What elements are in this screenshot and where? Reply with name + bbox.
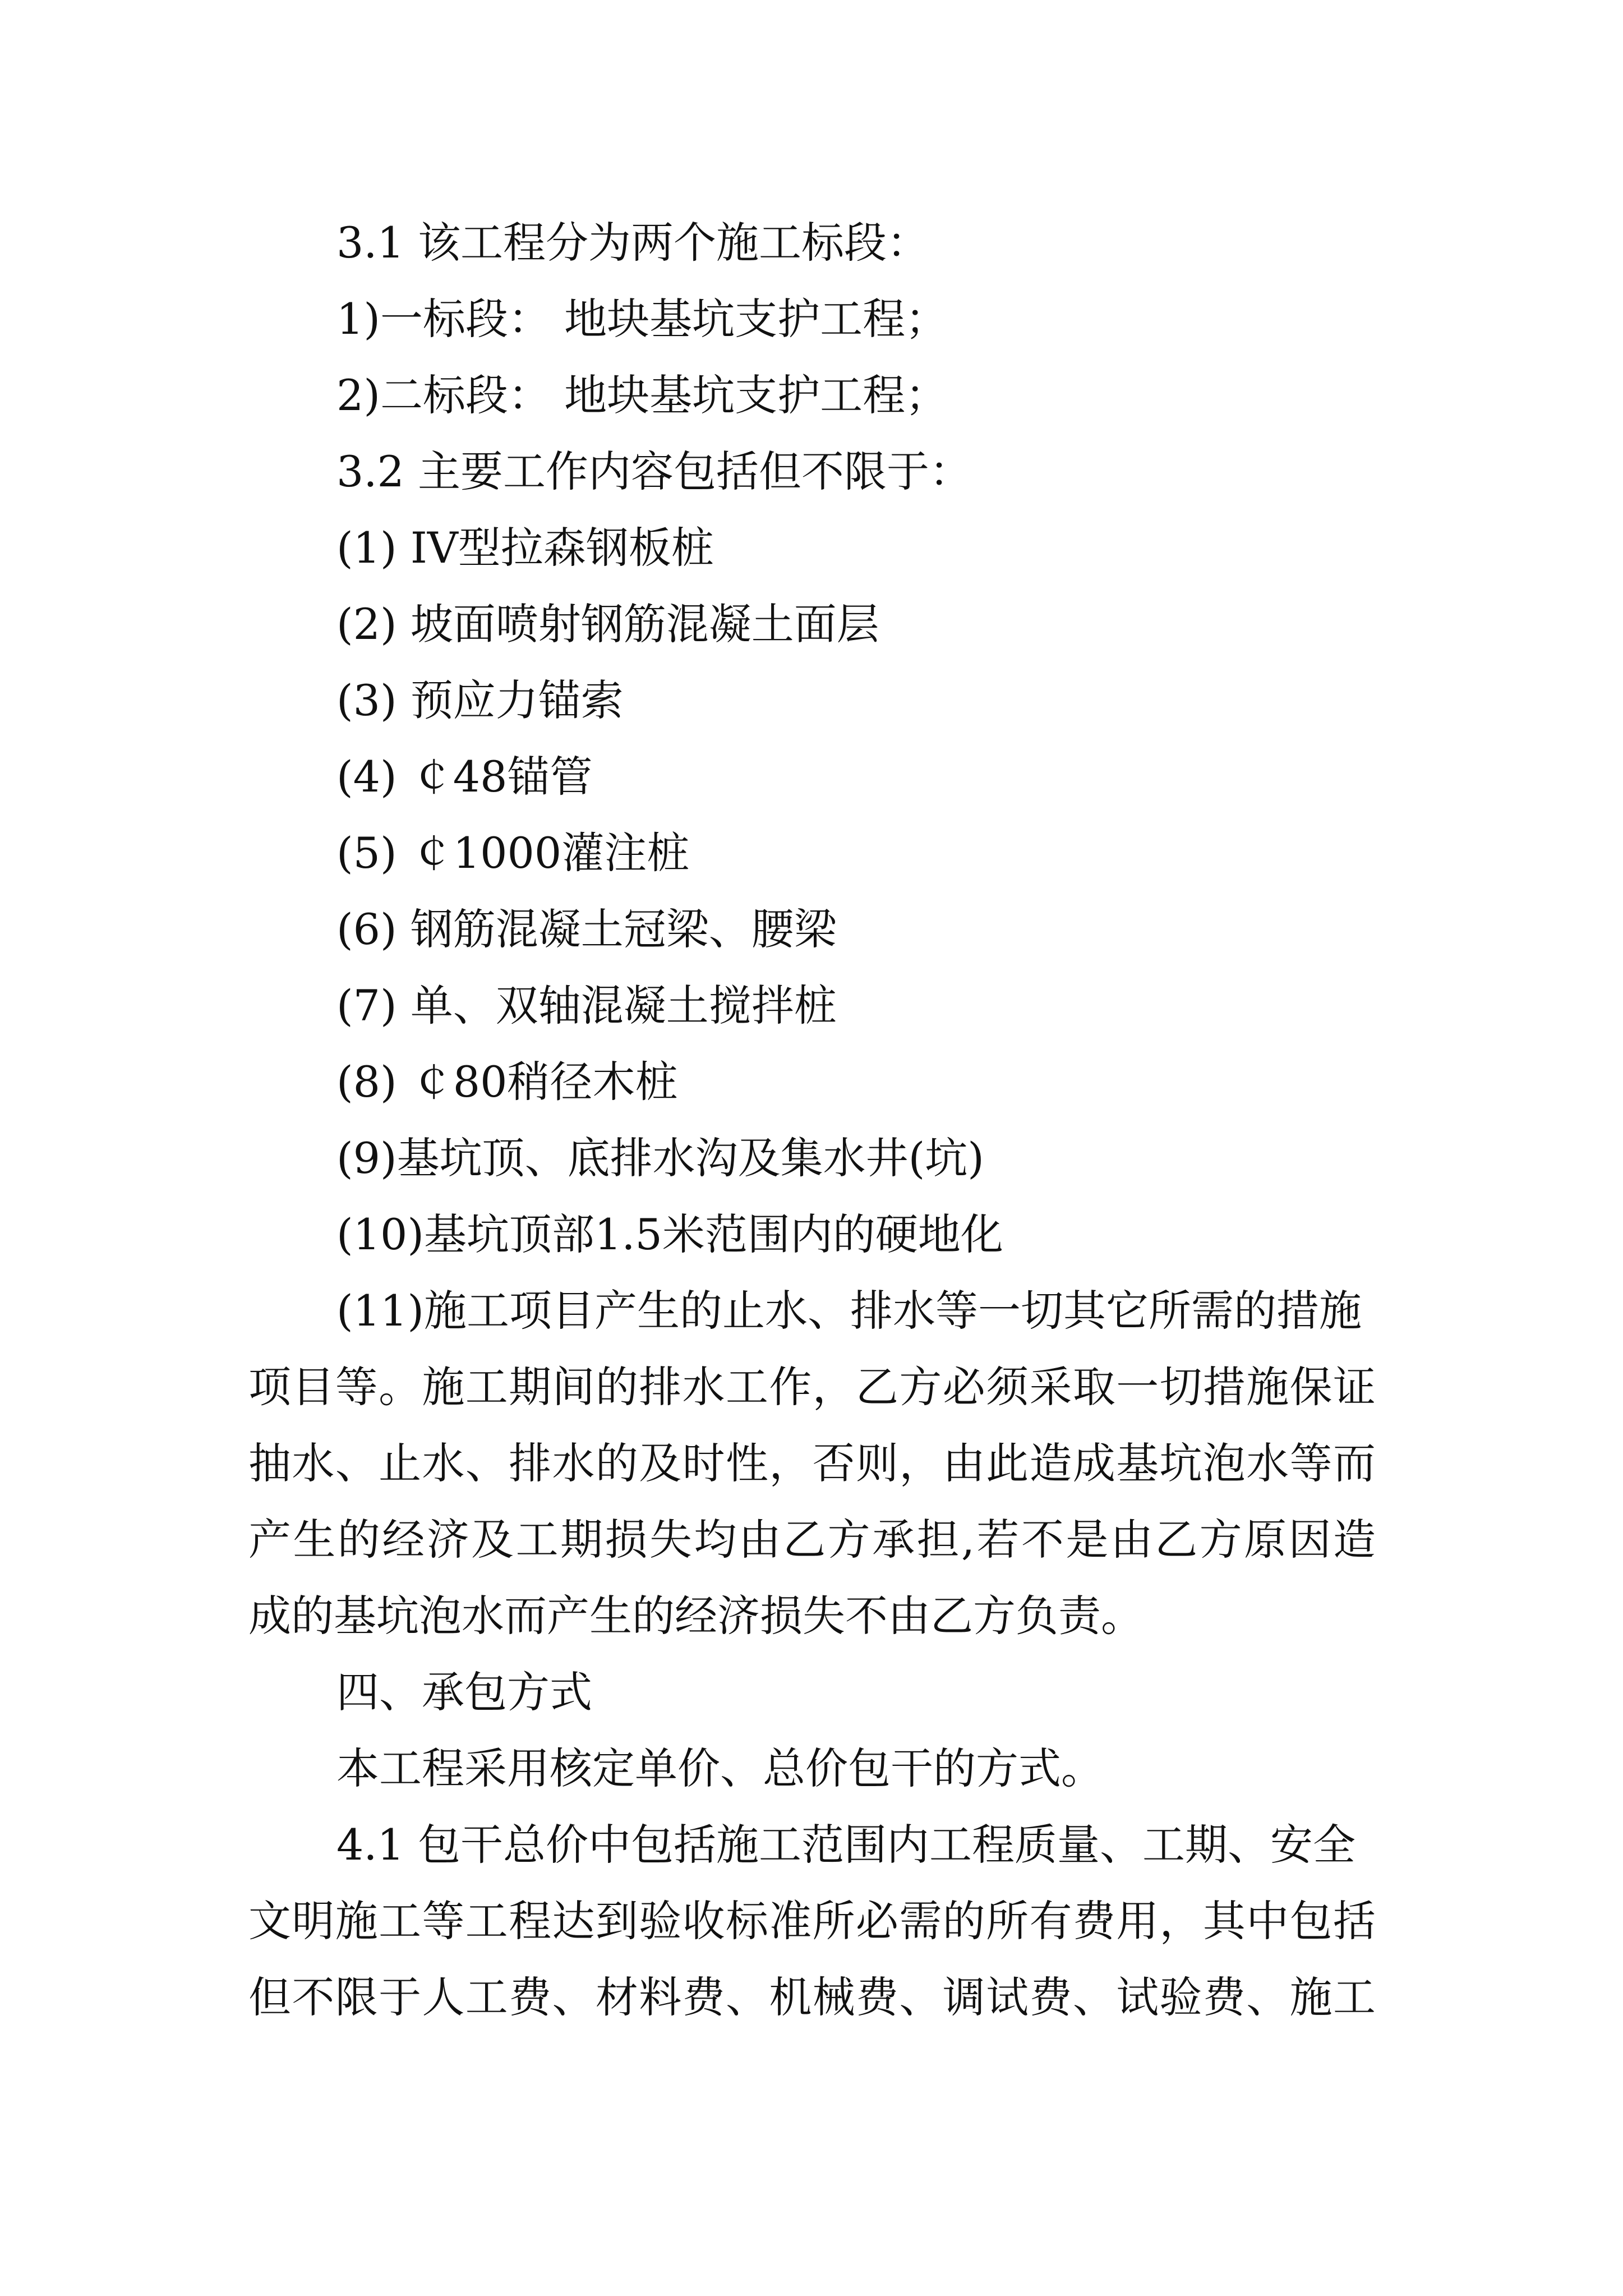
work-item-7: (7) 单、双轴混凝土搅拌桩: [336, 981, 837, 1030]
paragraph-line: 项目等。施工期间的排水工作，乙方必须采取一切措施保证: [248, 1362, 1376, 1412]
clause-3-2: 3.2 主要工作内容包括但不限于：: [336, 447, 972, 496]
work-item-10: (10)基坑顶部1.5米范围内的硬地化: [336, 1209, 1003, 1259]
work-item-4: (4) ￠48锚管: [336, 752, 593, 802]
paragraph-line: 文明施工等工程达到验收标准所必需的所有费用，其中包括: [248, 1896, 1376, 1946]
section-2-line: 2)二标段： 地块基坑支护工程；: [336, 370, 948, 420]
work-item-8: (8) ￠80稍径木桩: [336, 1057, 678, 1107]
section-heading-4: 四、承包方式: [336, 1667, 592, 1717]
paragraph-line: 抽水、止水、排水的及时性，否则，由此造成基坑泡水等而: [248, 1438, 1376, 1488]
work-item-5: (5) ￠1000灌注桩: [336, 828, 690, 878]
work-item-3: (3) 预应力锚索: [336, 675, 624, 725]
work-item-6: (6) 钢筋混凝土冠梁、腰梁: [336, 904, 837, 954]
contract-method-line: 本工程采用核定单价、总价包干的方式。: [336, 1743, 1104, 1793]
work-item-9: (9)基坑顶、底排水沟及集水井(坑): [336, 1133, 984, 1183]
work-item-11: (11)施工项目产生的止水、排水等一切其它所需的措施: [336, 1286, 1362, 1336]
section-1-line: 1)一标段： 地块基坑支护工程；: [336, 294, 948, 344]
paragraph-line: 但不限于人工费、材料费、机械费、调试费、试验费、施工: [248, 1972, 1376, 2022]
work-item-2: (2) 坡面喷射钢筋混凝土面层: [336, 599, 879, 649]
clause-3-1: 3.1 该工程分为两个施工标段：: [336, 218, 930, 268]
paragraph-line: 成的基坑泡水而产生的经济损失不由乙方负责。: [248, 1591, 1144, 1641]
work-item-1: (1) IV型拉森钢板桩: [336, 523, 714, 573]
clause-4-1: 4.1 包干总价中包括施工范围内工程质量、工期、安全: [336, 1820, 1356, 1870]
paragraph-line: 产生的经济及工期损失均由乙方承担,若不是由乙方原因造: [248, 1515, 1376, 1565]
